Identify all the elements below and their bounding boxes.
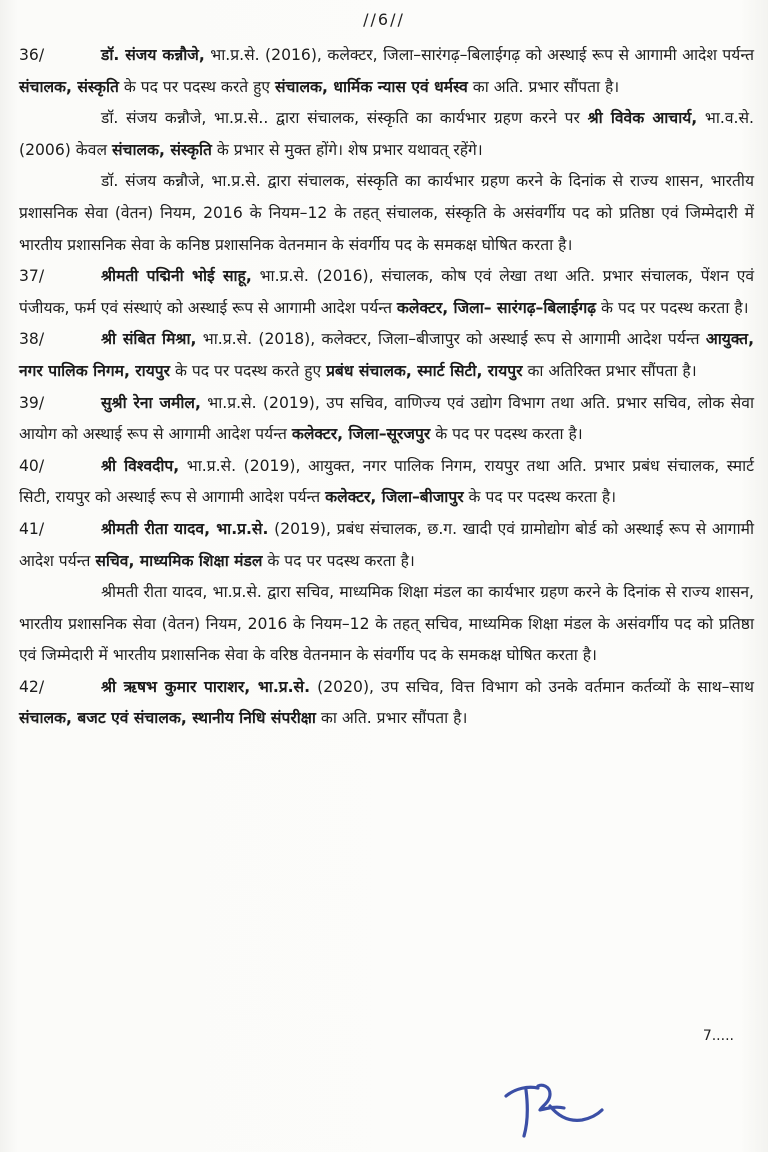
paragraph-text: के पद पर पदस्थ करता है। bbox=[430, 425, 583, 444]
paragraph-text: का अति. प्रभार सौंपता है। bbox=[467, 77, 620, 96]
paragraph-text: श्रीमती रीता यादव, भा.प्र.से. द्वारा सचिव, माध्यमिक शिक्षा मंडल का कार्यभार ग्रहण करने के दिनांक से राज्य शासन, भारतीय प्रशासनिक सेवा (वेतन) नियम, 2016 के नियम–12 के तहत् सचिव, माध्यमिक शिक्षा मंडल के असंवर्गीय पद को प्रतिष्ठा एवं जिम्मेदारी में भारतीय प्रशासनिक सेवा के वरिष्ठ वेतनमान के संवर्गीय पद के समकक्ष घोषित करता है। bbox=[19, 583, 754, 665]
emphasized-text: श्रीमती रीता यादव, भा.प्र.से. bbox=[101, 519, 269, 538]
item-number: 41/ bbox=[19, 519, 45, 538]
paragraph-text: भा.व.से. (2006) केवल bbox=[19, 109, 755, 159]
emphasized-text: श्रीमती पद्मिनी भोई साहू, bbox=[101, 267, 252, 286]
paragraph-text: के पद पर पदस्थ करता है। bbox=[262, 551, 415, 570]
order-continuation-paragraph bbox=[19, 103, 754, 166]
order-item-paragraph bbox=[19, 514, 754, 577]
paragraph-text: भा.प्र.से. (2016), कलेक्टर, जिला–सारंगढ़–बिलाईगढ़ को अस्थाई रूप से आगामी आदेश पर्यन्त bbox=[204, 46, 755, 64]
paragraph-text: भा.प्र.से. (2019), आयुक्त, नगर पालिक निगम, रायपुर तथा अति. प्रभार प्रबंध संचालक, स्मार्ट सिटी, रायपुर को अस्थाई रूप से आगामी आदेश पर्यन्त bbox=[19, 456, 754, 507]
order-item-paragraph bbox=[19, 672, 754, 735]
order-continuation-paragraph bbox=[19, 577, 754, 672]
emphasized-text: संचालक, संस्कृति bbox=[112, 140, 212, 159]
item-number: 39/ bbox=[19, 393, 45, 412]
document-body bbox=[19, 40, 754, 735]
page-number-marker: //6// bbox=[363, 10, 405, 29]
paragraph-text: डॉ. संजय कन्नौजे, भा.प्र.से.. द्वारा संचालक, संस्कृति का कार्यभार ग्रहण करने पर bbox=[101, 109, 588, 128]
emphasized-text: संचालक, धार्मिक न्यास एवं धर्मस्व bbox=[274, 77, 468, 96]
item-number: 42/ bbox=[19, 677, 45, 696]
emphasized-text: डॉ. संजय कन्नौजे, bbox=[101, 46, 205, 64]
paragraph-text: भा.प्र.से. (2016), संचालक, कोष एवं लेखा तथा अति. प्रभार संचालक, पेंशन एवं पंजीयक, फर्म एवं संस्थाएं को अस्थाई रूप से आगामी आदेश पर्यन्त bbox=[19, 267, 754, 317]
order-item-paragraph bbox=[19, 261, 754, 324]
emphasized-text: श्री विवेक आचार्य, bbox=[587, 109, 698, 128]
order-item-paragraph bbox=[19, 40, 754, 103]
paragraph-text: का अतिरिक्त प्रभार सौंपता है। bbox=[522, 361, 697, 380]
emphasized-text: संचालक, बजट एवं संचालक, स्थानीय निधि संपरीक्षा bbox=[19, 709, 316, 728]
item-number: 40/ bbox=[19, 456, 45, 475]
emphasized-text: प्रबंध संचालक, स्मार्ट सिटी, रायपुर bbox=[326, 361, 523, 380]
paragraph-text: का अति. प्रभार सौंपता है। bbox=[315, 709, 468, 728]
paragraph-text: के पद पर पदस्थ करते हुए bbox=[170, 361, 327, 380]
paragraph-text: के प्रभार से मुक्त होंगे। शेष प्रभार यथावत् रहेंगे। bbox=[211, 140, 483, 159]
paragraph-text: (2020), उप सचिव, वित्त विभाग को उनके वर्तमान कर्तव्यों के साथ–साथ bbox=[310, 677, 754, 696]
emphasized-text: सचिव, माध्यमिक शिक्षा मंडल bbox=[95, 551, 263, 570]
paragraph-text: डॉ. संजय कन्नौजे, भा.प्र.से. द्वारा संचालक, संस्कृति का कार्यभार ग्रहण करने के दिनांक से राज्य शासन, भारतीय प्रशासनिक सेवा (वेतन) नियम, 2016 के नियम–12 के तहत् संचालक, संस्कृति के असंवर्गीय पद को प्रतिष्ठा एवं जिम्मेदारी में भारतीय प्रशासनिक सेवा के कनिष्ठ प्रशासनिक वेतनमान के संवर्गीय पद के समकक्ष घोषित करता है। bbox=[19, 172, 754, 254]
item-number: 37/ bbox=[19, 267, 45, 286]
paragraph-text: भा.प्र.से. (2019), उप सचिव, वाणिज्य एवं उद्योग विभाग तथा अति. प्रभार सचिव, लोक सेवा आयोग को अस्थाई रूप से आगामी आदेश पर्यन्त bbox=[19, 393, 754, 444]
emphasized-text: कलेक्टर, जिला–सूरजपुर bbox=[291, 425, 431, 444]
paragraph-text: (2019), प्रबंध संचालक, छ.ग. खादी एवं ग्रामोद्योग बोर्ड को अस्थाई रूप से आगामी आदेश पर्यन्त bbox=[19, 519, 754, 570]
signature-scribble-icon bbox=[498, 1066, 608, 1146]
emphasized-text: आयुक्त, नगर पालिक निगम, रायपुर bbox=[19, 330, 754, 380]
emphasized-text: कलेक्टर, जिला–बीजापुर bbox=[325, 488, 464, 507]
paragraph-text: के पद पर पदस्थ करते हुए bbox=[118, 77, 275, 96]
emphasized-text: कलेक्टर, जिला– सारंगढ़–बिलाईगढ़ bbox=[396, 298, 597, 317]
item-number: 38/ bbox=[19, 330, 45, 349]
signature bbox=[498, 1066, 608, 1146]
order-item-paragraph bbox=[19, 324, 754, 387]
order-continuation-paragraph bbox=[19, 166, 754, 261]
paragraph-text: के पद पर पदस्थ करता है। bbox=[463, 488, 617, 507]
emphasized-text: सुश्री रेना जमील, bbox=[101, 393, 201, 412]
emphasized-text: श्री ऋषभ कुमार पाराशर, भा.प्र.से. bbox=[101, 677, 311, 696]
order-item-paragraph bbox=[19, 451, 754, 514]
paragraph-text: भा.प्र.से. (2018), कलेक्टर, जिला–बीजापुर को अस्थाई रूप से आगामी आदेश पर्यन्त bbox=[196, 330, 706, 349]
paragraph-text: के पद पर पदस्थ करता है। bbox=[596, 298, 749, 317]
order-item-paragraph bbox=[19, 388, 754, 451]
item-number: 36/ bbox=[19, 46, 45, 64]
next-page-indicator: 7..... bbox=[702, 1028, 734, 1044]
emphasized-text: श्री संबित मिश्रा, bbox=[101, 330, 197, 349]
emphasized-text: संचालक, संस्कृति bbox=[19, 77, 119, 96]
emphasized-text: श्री विश्वदीप, bbox=[101, 456, 180, 475]
